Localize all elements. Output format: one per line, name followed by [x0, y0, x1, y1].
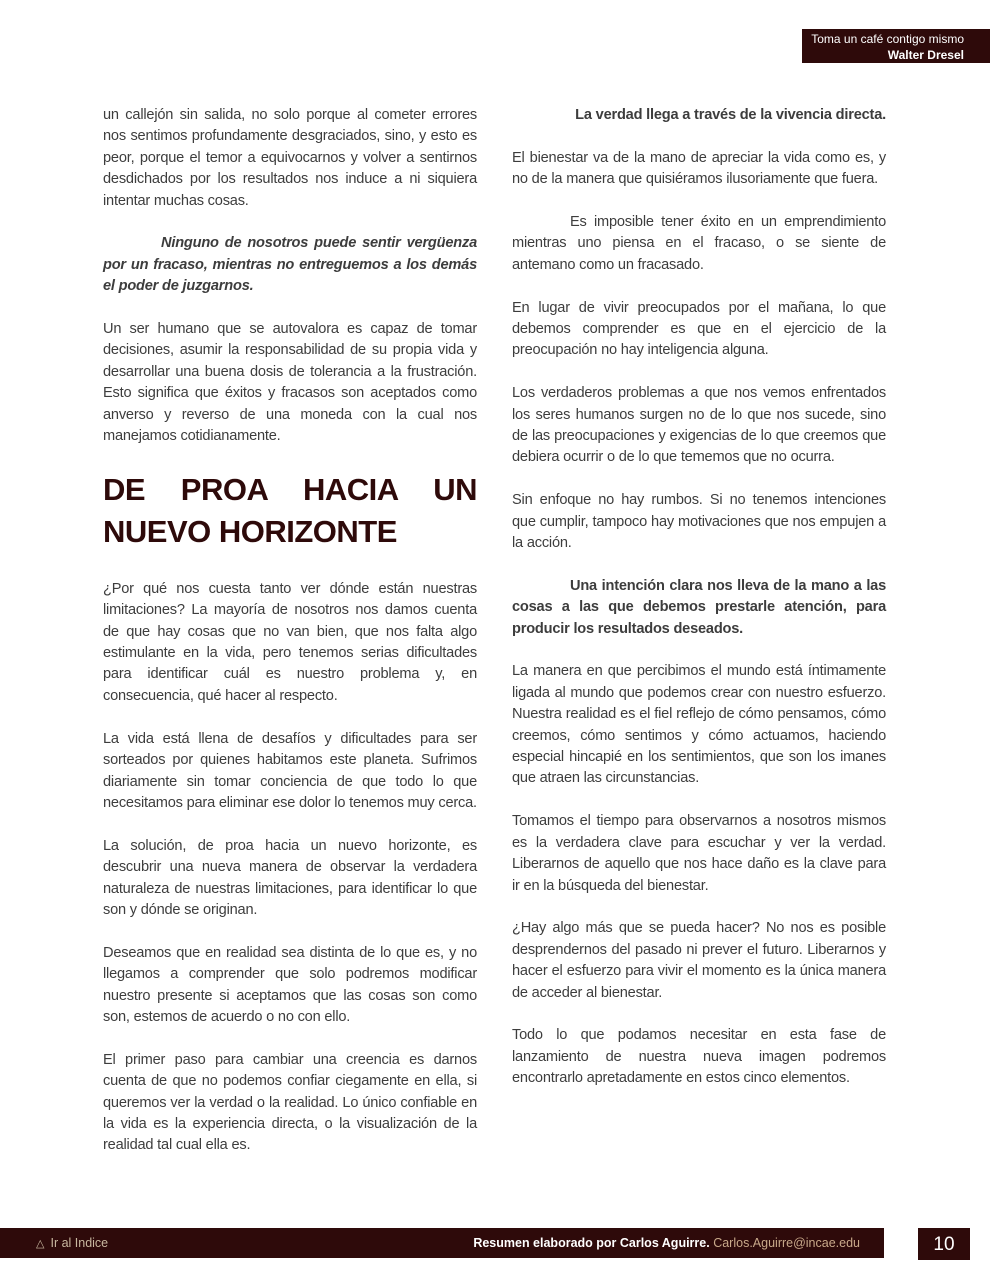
- index-link-label: Ir al Indice: [50, 1236, 109, 1250]
- index-link[interactable]: [36, 1228, 108, 1259]
- book-title: Toma un café contigo mismo: [811, 32, 964, 46]
- paragraph: Deseamos que en realidad sea distinta de lo que es, y no llegamos a comprender que solo podremos modificar nuestro presente si aceptamos que las cosas son como son, estemos de acuerdo o no con ello.: [103, 944, 477, 1025]
- paragraph: Un ser humano que se autovalora es capaz de tomar decisiones, asumir la responsabilidad de su propia vida y desarrollar una buena dosis de tolerancia a la frustración. Esto significa que éxitos y fracasos son aceptados como anverso y reverso de una moneda con la cual nos manejamos cotidianamente.: [103, 321, 477, 445]
- paragraph: En lugar de vivir preocupados por el mañana, lo que debemos comprender es que en el ejercicio de la preocupación no hay inteligencia alguna.: [512, 299, 886, 359]
- header-banner: [802, 29, 990, 63]
- paragraph: ¿Por qué nos cuesta tanto ver dónde están nuestras limitaciones? La mayoría de nosotros nos damos cuenta de que hay cosas que no van bien, que nos falta algo estimulante en la vida, pero tenemos serias dificultades para identificar cuál es nuestro problema y, en consecuencia, qué hacer al respecto.: [103, 580, 477, 704]
- credit-text: Resumen elaborado por Carlos Aguirre.: [473, 1236, 710, 1250]
- section-heading: DE PROA HACIA UN NUEVO HORIZONTE: [103, 471, 477, 549]
- paragraph: Es imposible tener éxito en un emprendimiento mientras uno piensa en el fracaso, o se siente de antemano como un fracasado.: [512, 214, 886, 273]
- double-chevron-up-icon: △: [36, 1238, 45, 1250]
- right-column: [512, 105, 886, 1111]
- page-number: 10: [918, 1228, 970, 1260]
- pull-quote: Ninguno de nosotros puede sentir vergüenza por un fracaso, mientras no entreguemos a los demás el poder de juzgarnos.: [103, 235, 477, 295]
- bold-statement-heading: La verdad llega a través de la vivencia directa.: [575, 107, 886, 123]
- footer-bar: [0, 1228, 884, 1258]
- paragraph: Todo lo que podamos necesitar en esta fase de lanzamiento de nuestra nueva imagen podremos encontrarlo apretadamente en estos cinco elementos.: [512, 1027, 886, 1087]
- paragraph: La manera en que percibimos el mundo está íntimamente ligada al mundo que podemos crear con nuestro esfuerzo. Nuestra realidad es el fiel reflejo de cómo pensamos, cómo creemos, cómo sentimos y cómo actuamos, haciendo especial hincapié en los sentimientos, que son los imanes que atraen las circunstancias.: [512, 663, 886, 787]
- email-link[interactable]: Carlos.Aguirre@incae.edu: [713, 1236, 860, 1250]
- left-column: [103, 105, 477, 1178]
- paragraph: La solución, de proa hacia un nuevo horizonte, es descubrir una nueva manera de observar la verdadera naturaleza de nuestras limitaciones, para identificar lo que son y dónde se originan.: [103, 837, 477, 918]
- paragraph: La vida está llena de desafíos y dificultades para ser sorteados por quienes habitamos este planeta. Sufrimos diariamente sin tomar conciencia de que todo lo que necesitamos para eliminar ese dolor lo tenemos muy cerca.: [103, 730, 477, 811]
- paragraph: un callejón sin salida, no solo porque al cometer errores nos sentimos profundamente desgraciados, sino, y esto es peor, porque el temor a equivocarnos y volver a sentirnos desdichados por los resultados nos induce a ni siquiera intentar muchas cosas.: [103, 107, 477, 209]
- footer-credit: [473, 1228, 860, 1258]
- paragraph: El bienestar va de la mano de apreciar la vida como es, y no de la manera que quisiéramos ilusoriamente que fuera.: [512, 149, 886, 188]
- bold-statement: Una intención clara nos lleva de la mano a las cosas a las que debemos prestarle atención, para producir los resultados deseados.: [512, 577, 886, 637]
- paragraph: El primer paso para cambiar una creencia es darnos cuenta de que no podemos confiar ciegamente en ella, si queremos ver la verdad o la realidad. Lo único confiable en la vida es la experiencia directa, o la visualización de la realidad tal cual ella es.: [103, 1051, 477, 1154]
- paragraph: Sin enfoque no hay rumbos. Si no tenemos intenciones que cumplir, tampoco hay motivaciones que nos empujen a la acción.: [512, 492, 886, 552]
- paragraph: Tomamos el tiempo para observarnos a nosotros mismos es la verdadera clave para escuchar y ver la verdad. Liberarnos de aquello que nos hace daño es la clave para ir en la búsqueda del bienestar.: [512, 813, 886, 894]
- author-name: Walter Dresel: [887, 48, 964, 62]
- paragraph: Los verdaderos problemas a que nos vemos enfrentados los seres humanos surgen no de lo que nos sucede, sino de las preocupaciones y exigencias de lo que creemos que debiera ocurrir o de lo que tememos que no ocurra.: [512, 385, 886, 466]
- paragraph: ¿Hay algo más que se pueda hacer? No nos es posible desprendernos del pasado ni prever el futuro. Liberarnos y hacer el esfuerzo para vivir el momento es la única manera de acceder al bienestar.: [512, 920, 886, 1001]
